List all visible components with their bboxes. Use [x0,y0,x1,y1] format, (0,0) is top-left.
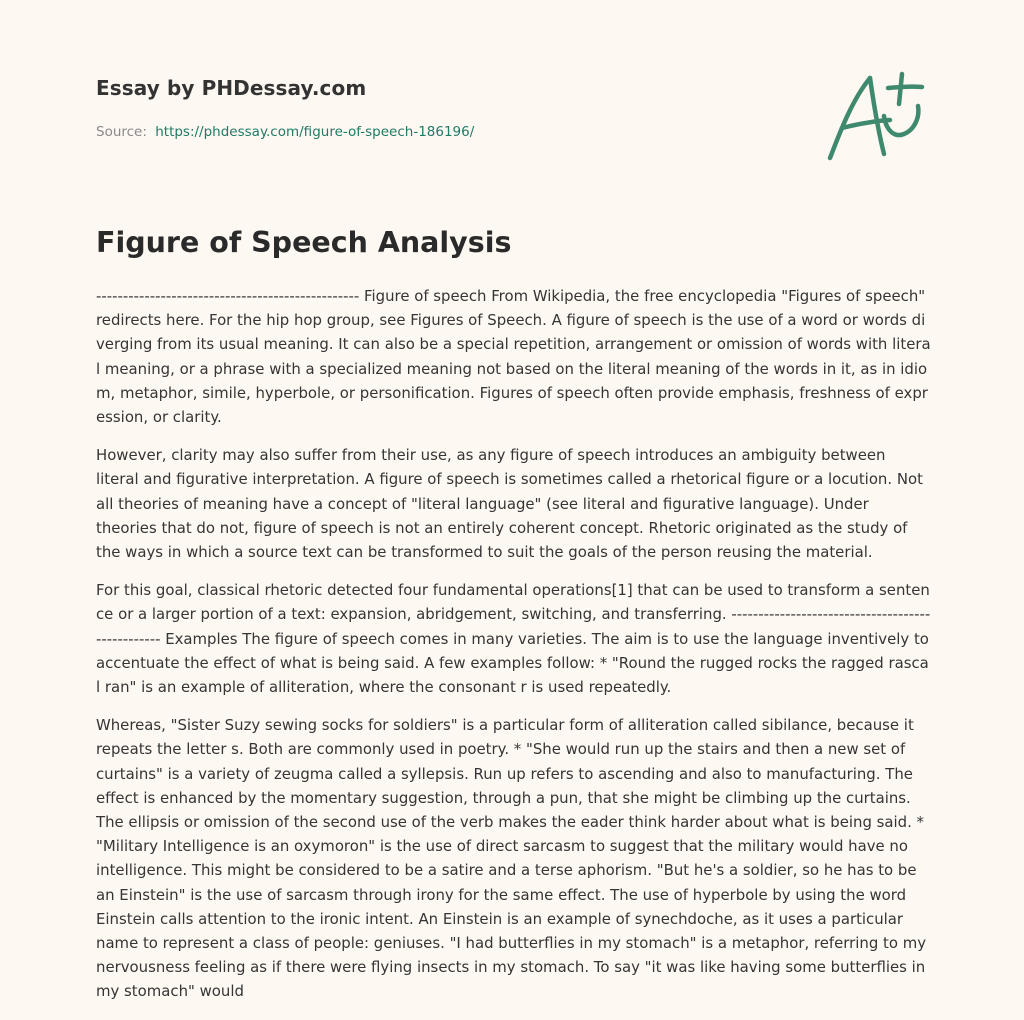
essay-paragraph: Whereas, "Sister Suzy sewing socks for soldiers" is a particular form of alliteration called sibilance, because it repeats the letter s. Both are commonly used in poetry. * "She would run up the stairs and then a new set of curtains" is a variety of zeugma called a syllepsis. Run up refers to ascending and also to manufacturing. The effect is enhanced by the momentary suggestion, through a pun, that she might be climbing up the curtains. The ellipsis or omission of the second use of the verb makes the eader think harder about what is being said. * "Military Intelligence is an oxymoron" is the use of direct sarcasm to suggest that the military would have no intelligence. This might be considered to be a satire and a terse aphorism. "But he's a soldier, so he has to be an Einstein" is the use of sarcasm through irony for the same effect. The use of hyperbole by using the word Einstein calls attention to the ironic intent. An Einstein is an example of synechdoche, as it uses a particular name to represent a class of people: geniuses. "I had butterflies in my stomach" is a metaphor, referring to my nervousness feeling as if there were flying insects in my stomach. To say "it was like having some butterflies in my stomach" would [96,716,927,1001]
essay-body [96,284,932,1018]
source-line [96,124,474,140]
site-title: Essay by PHDessay.com [96,76,367,100]
source-label: Source: [96,124,147,140]
essay-paragraph: ------------------------------------------------- Figure of speech From Wikipedia, the free encyclopedia "Figures of speech" redirects here. For the hip hop group, see Figures of Speech. A figure of speech is the use of a word or words diverging from its usual meaning. It can also be a special repetition, arrangement or omission of words with literal meaning, or a phrase with a specialized meaning not based on the literal meaning of the words in it, as in idiom, metaphor, simile, hyperbole, or personification. Figures of speech often provide emphasis, freshness of expression, or clarity. [96,287,931,427]
essay-paragraph: However, clarity may also suffer from their use, as any figure of speech introduces an ambiguity between literal and figurative interpretation. A figure of speech is sometimes called a rhetorical figure or a locution. Not all theories of meaning have a concept of "literal language" (see literal and figurative language). Under theories that do not, figure of speech is not an entirely coherent concept. Rhetoric originated as the study of the ways in which a source text can be transformed to suit the goals of the person reusing the material. [96,446,923,562]
source-link[interactable]: https://phdessay.com/figure-of-speech-186196/ [155,124,475,140]
essay-title: Figure of Speech Analysis [96,226,512,259]
essay-paragraph: For this goal, classical rhetoric detected four fundamental operations[1] that can be used to transform a sentence or a larger portion of a text: expansion, abridgement, switching, and transferring. ------------------------------------------------- Examples The figure of speech comes in many varieties. The aim is to use the language inventively to accentuate the effect of what is being said. A few examples follow: * "Round the rugged rocks the ragged rascal ran" is an example of alliteration, where the consonant r is used repeatedly. [96,581,931,697]
a-plus-logo-icon [822,66,928,166]
